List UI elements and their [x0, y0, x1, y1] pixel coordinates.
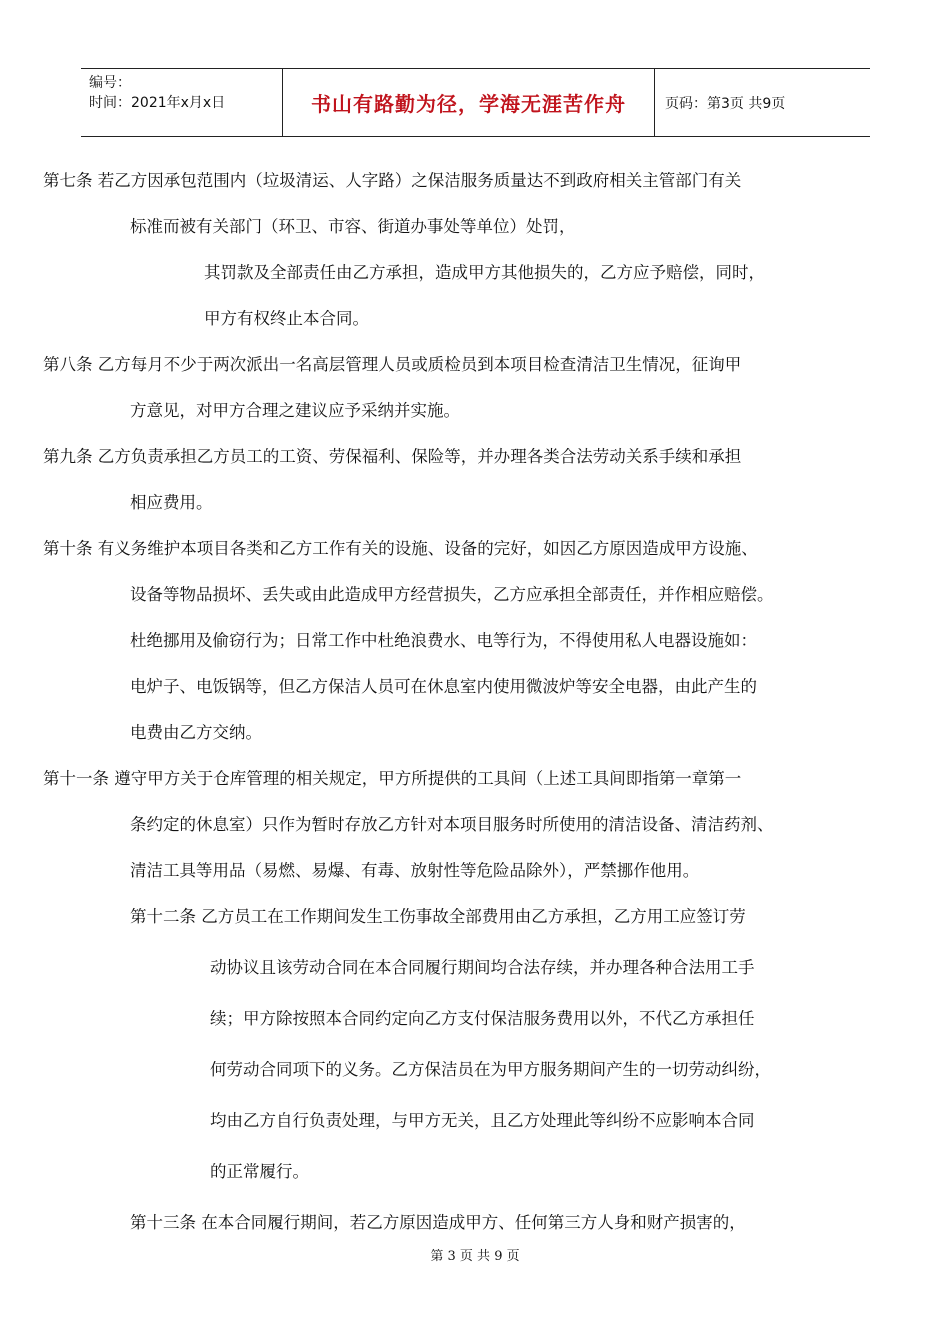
text-line: 电炉子、电饭锅等，但乙方保洁人员可在休息室内使用微波炉等安全电器，由此产生的	[130, 677, 757, 696]
text-line: 设备等物品损坏、丢失或由此造成甲方经营损失，乙方应承担全部责任，并作相应赔偿。	[130, 585, 774, 604]
text-line: 均由乙方自行负责处理，与甲方无关，且乙方处理此等纠纷不应影响本合同	[210, 1111, 755, 1130]
text-line: 何劳动合同项下的义务。乙方保洁员在为甲方服务期间产生的一切劳动纠纷，	[210, 1060, 771, 1079]
text-line: 第九条 乙方负责承担乙方员工的工资、劳保福利、保险等，并办理各类合法劳动关系手续和承担	[43, 447, 742, 466]
text-line: 第七条 若乙方因承包范围内（垃圾清运、人字路）之保洁服务质量达不到政府相关主管部门有关	[43, 171, 742, 190]
text-line: 动协议且该劳动合同在本合同履行期间均合法存续，并办理各种合法用工手	[210, 958, 755, 977]
text-line: 清洁工具等用品（易燃、易爆、有毒、放射性等危险品除外），严禁挪作他用。	[130, 861, 700, 880]
text-line: 第十条 有义务维护本项目各类和乙方工作有关的设施、设备的完好，如因乙方原因造成甲方设施、	[43, 539, 758, 558]
header-page-info: 页码：第3页 共9页	[665, 95, 786, 112]
document-number: 编号：	[89, 75, 131, 91]
text-line: 标准而被有关部门（环卫、市容、街道办事处等单位）处罚，	[130, 217, 576, 236]
text-line: 杜绝挪用及偷窃行为；日常工作中杜绝浪费水、电等行为，不得使用私人电器设施如：	[130, 631, 757, 650]
text-line: 其罚款及全部责任由乙方承担，造成甲方其他损失的，乙方应予赔偿，同时，	[204, 263, 765, 282]
header-meta	[81, 69, 283, 136]
page-footer: 第 3 页 共 9 页	[430, 1249, 520, 1264]
header-motto: 书山有路勤为径，学海无涯苦作舟	[311, 92, 626, 116]
text-line: 甲方有权终止本合同。	[204, 309, 369, 328]
text-line: 方意见，对甲方合理之建议应予采纳并实施。	[130, 401, 460, 420]
text-line: 第十二条 乙方员工在工作期间发生工伤事故全部费用由乙方承担，乙方用工应签订劳	[130, 907, 746, 926]
text-line: 相应费用。	[130, 493, 213, 512]
page-header	[81, 68, 870, 137]
text-line: 第十三条 在本合同履行期间，若乙方原因造成甲方、任何第三方人身和财产损害的，	[130, 1213, 746, 1232]
document-time: 时间：2021年x月x日	[89, 95, 226, 111]
header-motto-cell	[283, 69, 655, 136]
text-line: 条约定的休息室）只作为暂时存放乙方针对本项目服务时所使用的清洁设备、清洁药剂、	[130, 815, 774, 834]
text-line: 电费由乙方交纳。	[130, 723, 262, 742]
text-line: 第十一条 遵守甲方关于仓库管理的相关规定，甲方所提供的工具间（上述工具间即指第一章第一	[43, 769, 742, 788]
text-line: 续；甲方除按照本合同约定向乙方支付保洁服务费用以外，不代乙方承担任	[210, 1009, 755, 1028]
text-line: 第八条 乙方每月不少于两次派出一名高层管理人员或质检员到本项目检查清洁卫生情况，征询甲	[43, 355, 742, 374]
text-line: 的正常履行。	[210, 1162, 309, 1181]
